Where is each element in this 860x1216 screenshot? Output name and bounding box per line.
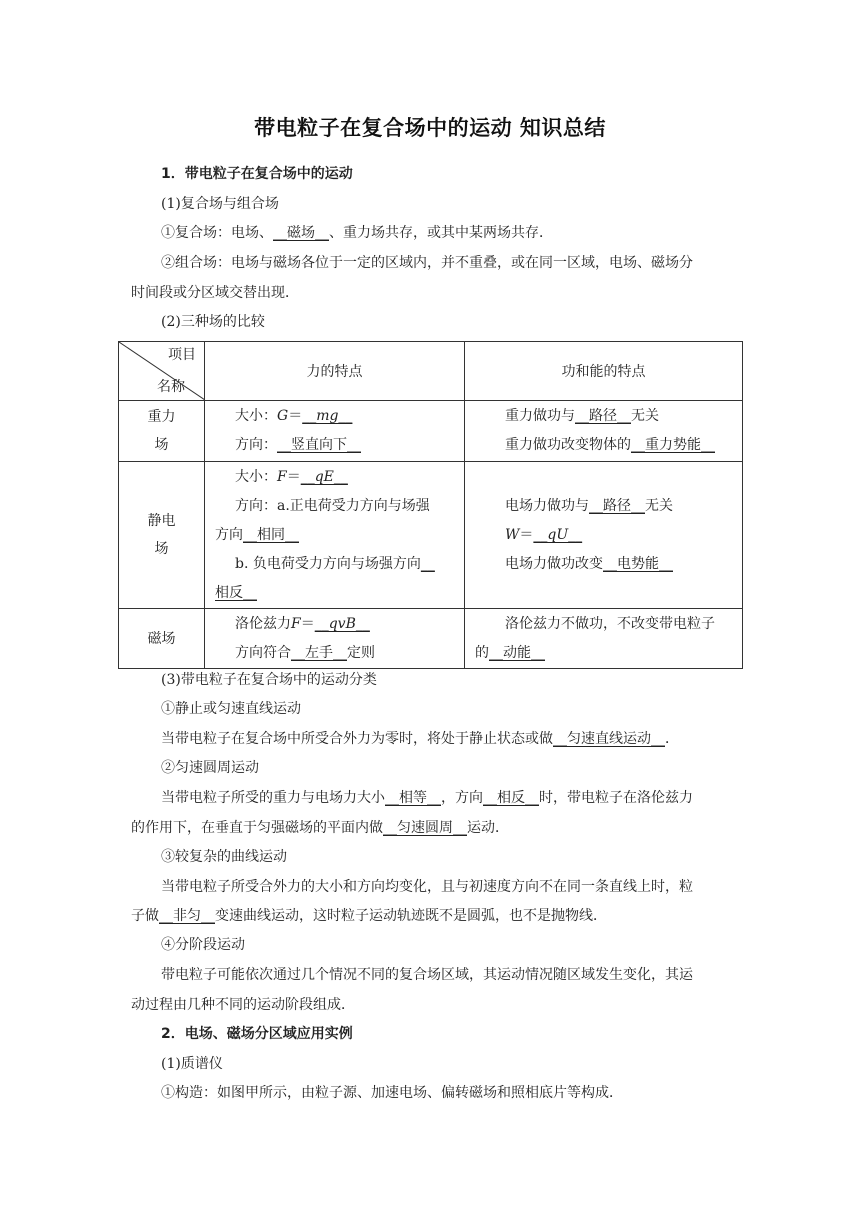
case-2-text-line-1: 当带电粒子所受的重力与电场力大小__相等__，方向__相反__时，带电粒子在洛伦兹力 bbox=[161, 790, 693, 806]
case-4-text-line-2: 动过程由几种不同的运动阶段组成． bbox=[131, 997, 355, 1013]
electric-work-cell: 电场力做功与__路径__无关 W＝__qU__ 电场力做功改变__电势能__ bbox=[465, 462, 743, 609]
compound-field-definition: ①复合场：电场、__磁场__、重力场共存，或其中某两场共存． bbox=[161, 225, 553, 241]
blank-answer: __相同__ bbox=[243, 526, 299, 543]
gravity-work-cell: 重力做功与__路径__无关 重力做功改变物体的__重力势能__ bbox=[465, 401, 743, 462]
row-name-electric: 静电 场 bbox=[119, 462, 205, 609]
case-3-text-line-1: 当带电粒子所受合外力的大小和方向均变化，且与初速度方向不在同一条直线上时，粒 bbox=[161, 879, 693, 895]
subsection-compound-field: (1)复合场与组合场 bbox=[161, 196, 279, 212]
combined-field-definition-line-1: ②组合场：电场与磁场各位于一定的区域内，并不重叠，或在同一区域，电场、磁场分 bbox=[161, 255, 693, 271]
row-name-magnetic: 磁场 bbox=[119, 609, 205, 669]
blank-answer: __重力势能__ bbox=[631, 437, 715, 453]
blank-answer: __路径__ bbox=[575, 408, 631, 424]
blank-answer: __磁场__ bbox=[273, 225, 329, 241]
section-1-heading: 1．带电粒子在复合场中的运动 bbox=[161, 166, 353, 182]
blank-answer: __左手__ bbox=[291, 644, 347, 661]
header-work-energy: 功和能的特点 bbox=[465, 342, 743, 401]
blank-answer: __竖直向下__ bbox=[277, 437, 361, 453]
blank-answer: __相反__ bbox=[483, 790, 539, 806]
magnetic-force-cell: 洛伦兹力F＝__qvB__ 方向符合__左手__定则 bbox=[205, 609, 465, 669]
electric-force-cell: 大小：F＝__qE__ 方向：a.正电荷受力方向与场强 方向__相同__ b. 负电荷受力方向与场强方向__ 相反__ bbox=[205, 462, 465, 609]
gravity-force-cell: 大小：G＝__mg__ 方向：__竖直向下__ bbox=[205, 401, 465, 462]
blank-answer: __匀速圆周__ bbox=[383, 820, 467, 836]
case-3-text-line-2: 子做__非匀__变速曲线运动，这时粒子运动轨迹既不是圆弧，也不是抛物线． bbox=[131, 908, 607, 924]
blank-answer: __电势能__ bbox=[603, 555, 673, 572]
magnetic-work-cell: 洛伦兹力不做功，不改变带电粒子 的__动能__ bbox=[465, 609, 743, 669]
subsection-field-comparison: (2)三种场的比较 bbox=[161, 314, 265, 330]
blank-answer: __qvB__ bbox=[314, 615, 370, 632]
subsection-motion-classification: (3)带电粒子在复合场中的运动分类 bbox=[161, 672, 377, 688]
case-1-text: 当带电粒子在复合场中所受合外力为零时，将处于静止状态或做__匀速直线运动__． bbox=[161, 731, 679, 747]
blank-answer: __路径__ bbox=[589, 497, 645, 514]
header-item-label: 项目 bbox=[168, 347, 196, 363]
case-4-title: ④分阶段运动 bbox=[161, 937, 245, 953]
page-title: 带电粒子在复合场中的运动 知识总结 bbox=[254, 116, 606, 140]
blank-answer: 相反__ bbox=[215, 584, 257, 601]
blank-answer: __mg__ bbox=[302, 408, 353, 424]
field-comparison-table bbox=[118, 341, 743, 669]
subsection-mass-spectrometer: (1)质谱仪 bbox=[161, 1056, 223, 1072]
mass-spectrometer-structure: ①构造：如图甲所示，由粒子源、加速电场、偏转磁场和照相底片等构成． bbox=[161, 1085, 623, 1101]
blank-answer: __非匀__ bbox=[159, 908, 215, 924]
blank-answer: __qE__ bbox=[300, 468, 348, 485]
section-2-heading: 2．电场、磁场分区域应用实例 bbox=[161, 1026, 353, 1042]
case-1-title: ①静止或匀速直线运动 bbox=[161, 701, 301, 717]
header-name-label: 名称 bbox=[157, 379, 185, 395]
case-2-text-line-2: 的作用下，在垂直于匀强磁场的平面内做__匀速圆周__运动． bbox=[131, 820, 509, 836]
blank-answer: __匀速直线运动__ bbox=[553, 731, 665, 747]
row-name-gravity: 重力 场 bbox=[119, 401, 205, 462]
case-4-text-line-1: 带电粒子可能依次通过几个情况不同的复合场区域，其运动情况随区域发生变化，其运 bbox=[161, 967, 693, 983]
case-3-title: ③较复杂的曲线运动 bbox=[161, 849, 287, 865]
header-force: 力的特点 bbox=[205, 342, 465, 401]
blank-answer: __动能__ bbox=[489, 644, 545, 661]
table-corner-header bbox=[119, 342, 205, 401]
blank-answer: __相等__ bbox=[385, 790, 441, 806]
combined-field-definition-line-2: 时间段或分区域交替出现． bbox=[131, 285, 299, 301]
case-2-title: ②匀速圆周运动 bbox=[161, 760, 259, 776]
blank-answer: __qU__ bbox=[533, 526, 583, 543]
